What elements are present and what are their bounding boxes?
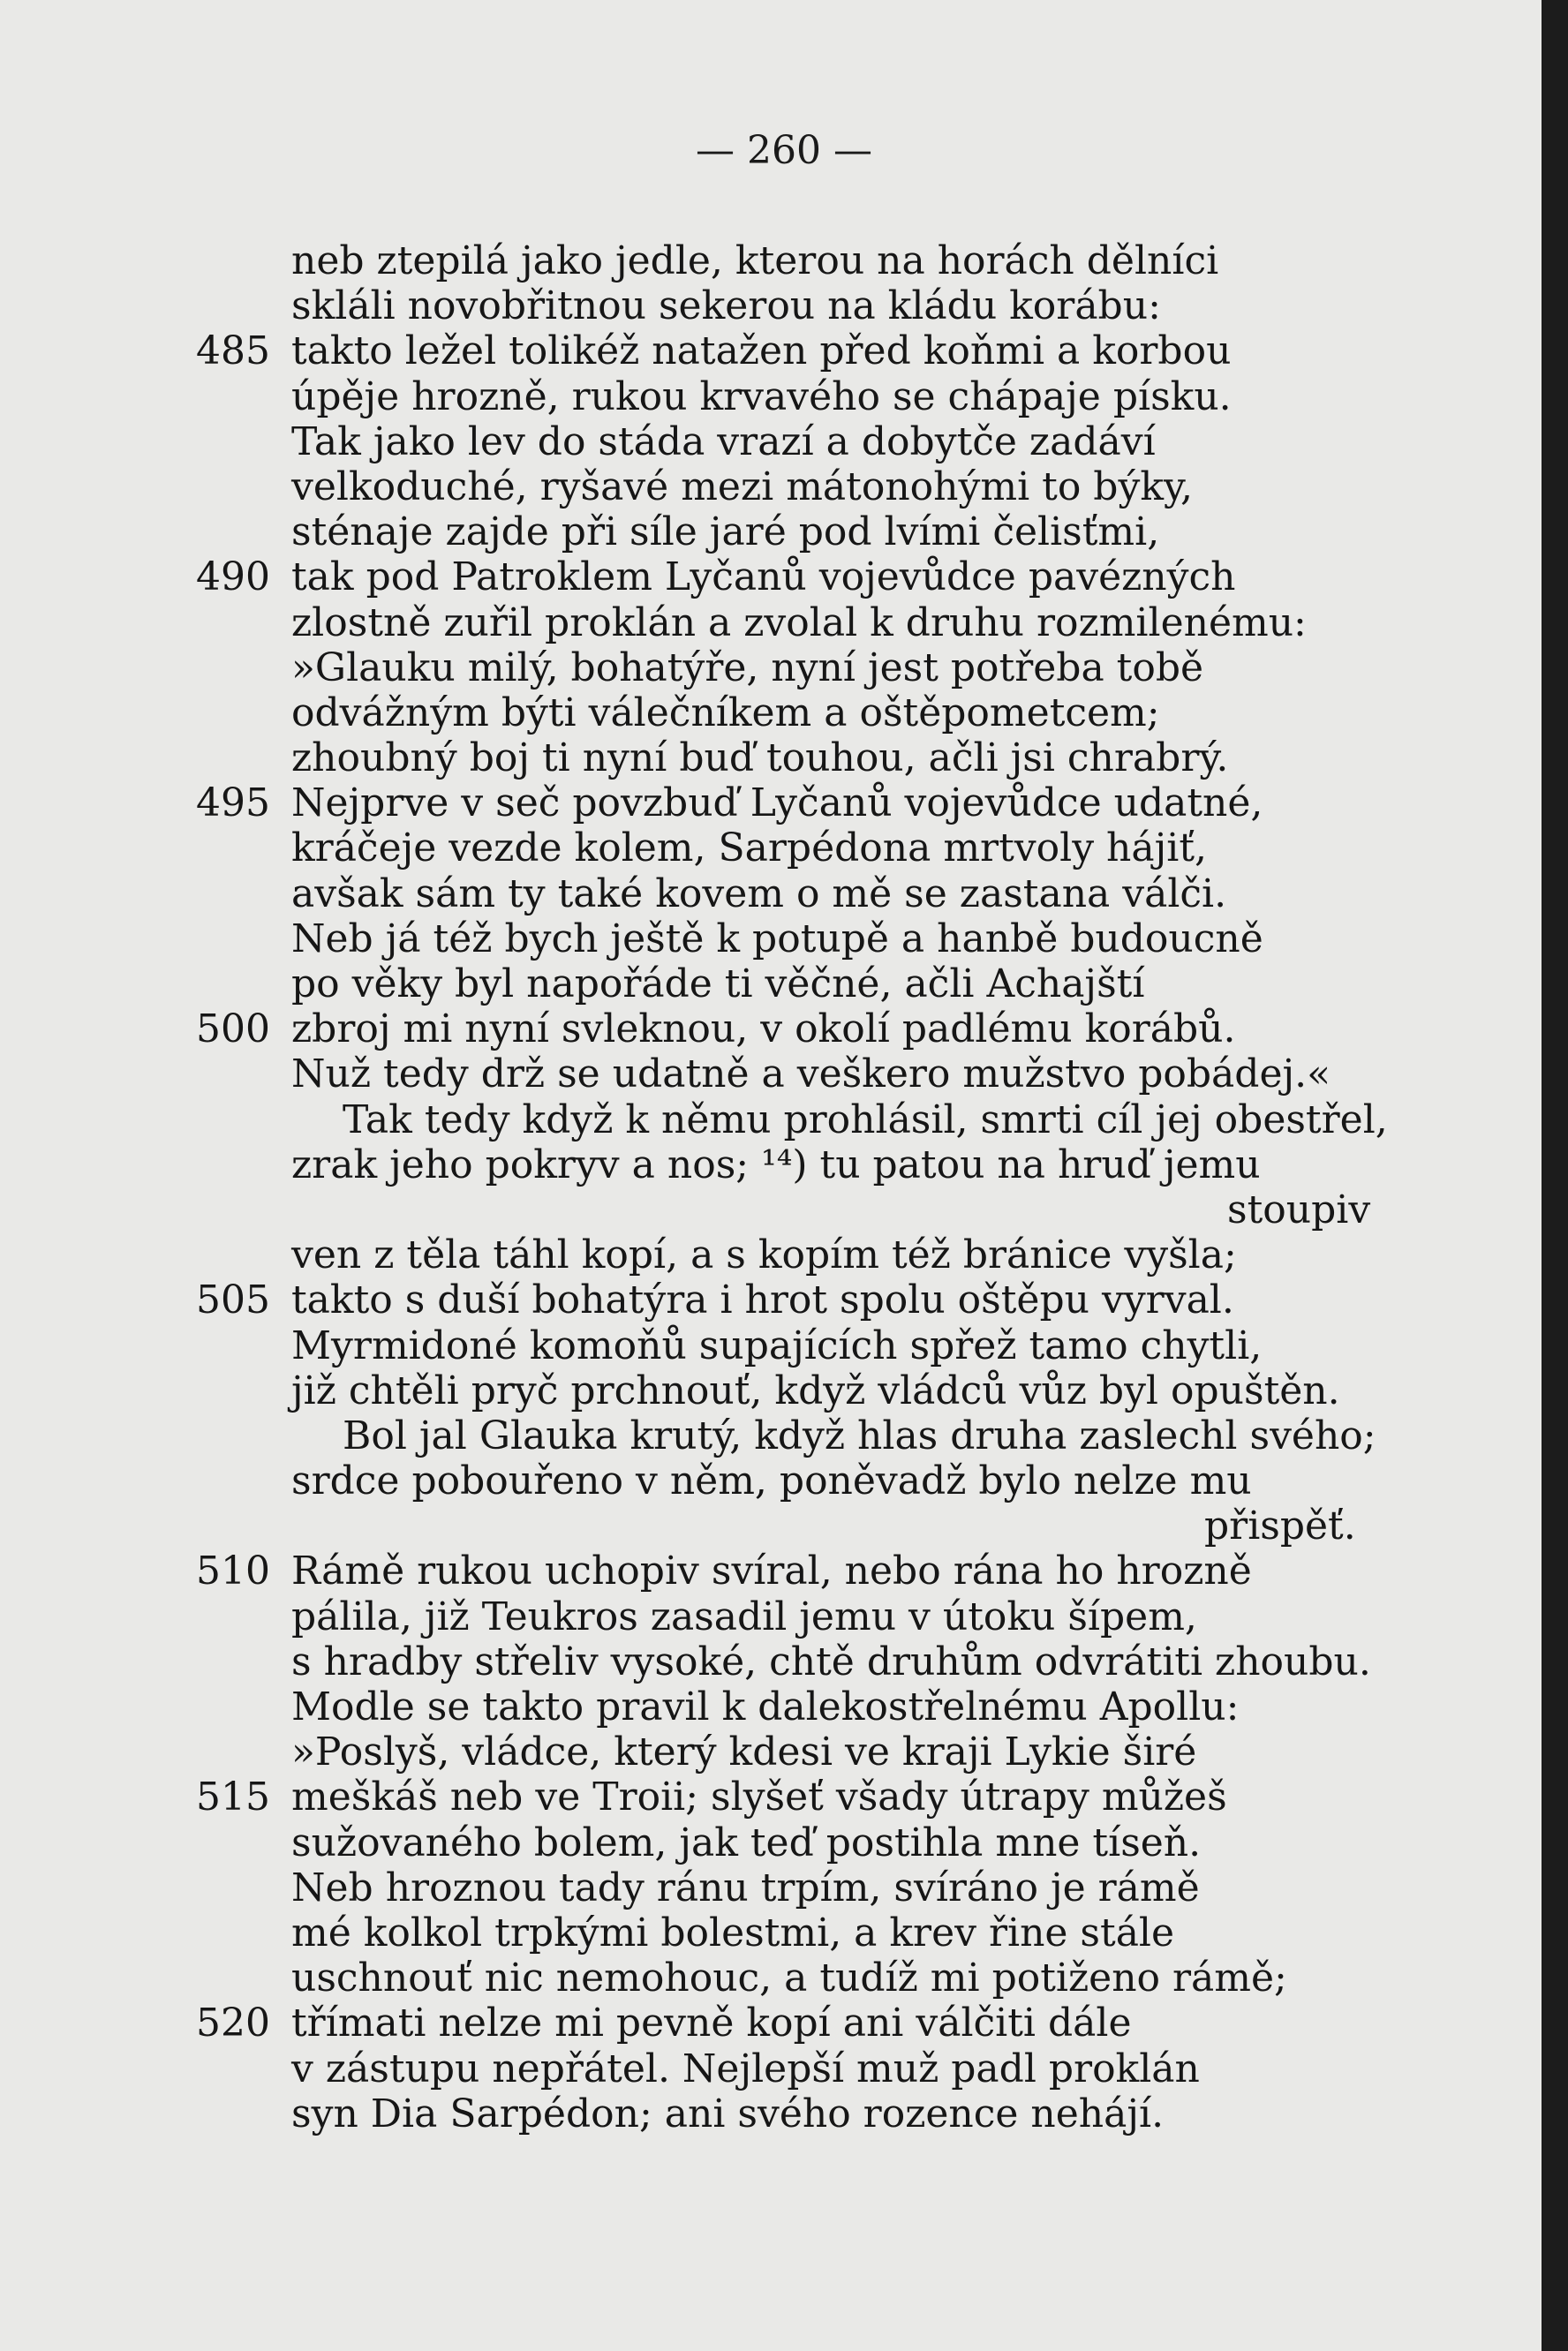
verse-line — [0, 464, 1568, 509]
verse-text: zhoubný boj ti nyní buď touhou, ačli jsi chrabrý. — [291, 735, 1229, 781]
verse-line — [0, 600, 1568, 645]
verse-line — [0, 1775, 1568, 1820]
verse-text: meškáš neb ve Troii; slyšeť všady útrapy můžeš — [291, 1775, 1227, 1820]
verse-text: v zástupu nepřátel. Nejlepší muž padl proklán — [291, 2046, 1200, 2091]
verse-text: sužovaného bolem, jak teď postihla mne tíseň. — [291, 1820, 1202, 1865]
line-number: 485 — [196, 328, 270, 374]
verse-text: Neb hroznou tady ránu trpím, svíráno je rámě — [291, 1865, 1200, 1910]
verse-text: Rámě rukou uchopiv svíral, nebo rána ho hrozně — [291, 1548, 1252, 1594]
verse-text: Tak jako lev do stáda vrazí a dobytče zadáví — [291, 418, 1156, 464]
verse-line — [0, 1639, 1568, 1684]
verse-line — [0, 1955, 1568, 2001]
verse-text: neb ztepilá jako jedle, kterou na horách dělníci — [291, 238, 1219, 283]
verse-text: odvážným býti válečníkem a oštěpometcem; — [291, 689, 1160, 735]
verse-text: sténaje zajde při síle jaré pod lvími čelisťmi, — [291, 509, 1160, 555]
verse-text: »Poslyš, vládce, který kdesi ve kraji Lykie širé — [291, 1729, 1197, 1775]
verse-line — [0, 916, 1568, 961]
verse-line — [0, 1232, 1568, 1277]
line-number: 490 — [196, 554, 270, 600]
line-number: 510 — [196, 1548, 270, 1594]
verse-line — [0, 1910, 1568, 1955]
verse-text: s hradby střeliv vysoké, chtě druhům odvrátiti zhoubu. — [291, 1639, 1371, 1684]
verse-line — [0, 1323, 1568, 1368]
verse-text: ven z těla táhl kopí, a s kopím též bránice vyšla; — [291, 1232, 1237, 1278]
verse-text: úpěje hrozně, rukou krvavého se chápaje písku. — [291, 373, 1232, 419]
verse-line — [0, 238, 1568, 283]
verse-line — [0, 283, 1568, 328]
verse-line — [0, 1865, 1568, 1910]
verse-text: zrak jeho pokryv a nos; ¹⁴) tu patou na hruď jemu — [291, 1142, 1261, 1187]
verse-line — [0, 1548, 1568, 1594]
page-number: — 260 — — [696, 128, 872, 173]
verse-line — [0, 1503, 1568, 1548]
verse-text: třímati nelze mi pevně kopí ani válčiti dále — [291, 2001, 1132, 2046]
verse-text: kráčeje vezde kolem, Sarpédona mrtvoly hájiť, — [291, 825, 1207, 871]
verse-text: syn Dia Sarpédon; ani svého rozence nehájí. — [291, 2091, 1165, 2136]
verse-line — [0, 328, 1568, 373]
verse-line — [0, 2091, 1568, 2136]
verse-text: avšak sám ty také kovem o mě se zastana válči. — [291, 870, 1227, 916]
verse-text: Tak tedy když k němu prohlásil, smrti cíl jej obestřel, — [343, 1096, 1388, 1142]
verse-block — [0, 238, 1568, 2136]
verse-text: takto s duší bohatýra i hrot spolu oštěpu vyrval. — [291, 1277, 1234, 1323]
verse-text: tak pod Patroklem Lyčanů vojevůdce pavézných — [291, 554, 1236, 600]
verse-line — [0, 1458, 1568, 1503]
verse-line — [0, 1006, 1568, 1051]
verse-line — [0, 735, 1568, 780]
verse-text: pálila, již Teukros zasadil jemu v útoku šípem, — [291, 1594, 1197, 1639]
verse-text: takto ležel tolikéž natažen před koňmi a korbou — [291, 328, 1232, 374]
verse-line — [0, 1413, 1568, 1458]
verse-line — [0, 2046, 1568, 2091]
verse-text: Modle se takto pravil k dalekostřelnému Apollu: — [291, 1684, 1240, 1729]
verse-text: srdce pobouřeno v něm, poněvadž bylo nelze mu — [291, 1458, 1252, 1504]
verse-line — [0, 1729, 1568, 1775]
verse-line — [0, 825, 1568, 870]
verse-text: skláli novobřitnou sekerou na kládu korábu: — [291, 283, 1161, 329]
verse-line — [0, 961, 1568, 1006]
verse-text: po věky byl napořáde ti věčné, ačli Achajští — [291, 961, 1145, 1006]
verse-line — [0, 780, 1568, 825]
verse-line — [0, 1684, 1568, 1729]
verse-line — [0, 509, 1568, 554]
line-number: 515 — [196, 1775, 270, 1820]
verse-text: »Glauku milý, bohatýře, nyní jest potřeba tobě — [291, 644, 1204, 690]
verse-text: velkoduché, ryšavé mezi mátonohými to býky, — [291, 463, 1193, 509]
verse-text: Bol jal Glauka krutý, když hlas druha zaslechl svého; — [343, 1413, 1376, 1458]
verse-line — [0, 1142, 1568, 1187]
line-number: 495 — [196, 780, 270, 826]
verse-line — [0, 2001, 1568, 2046]
verse-line — [0, 554, 1568, 599]
verse-text: mé kolkol trpkými bolestmi, a krev řine stále — [291, 1910, 1175, 1955]
verse-text: Nuž tedy drž se udatně a veškero mužstvo pobádej.« — [291, 1051, 1331, 1097]
verse-text: přispěť. — [1204, 1503, 1356, 1549]
verse-line — [0, 1594, 1568, 1639]
verse-text: již chtěli pryč prchnouť, když vládců vůz byl opuštěn. — [291, 1368, 1340, 1413]
line-number: 520 — [196, 2001, 270, 2046]
verse-text: Neb já též bych ještě k potupě a hanbě budoucně — [291, 916, 1263, 961]
verse-line — [0, 645, 1568, 690]
line-number: 505 — [196, 1277, 270, 1323]
verse-line — [0, 1820, 1568, 1865]
verse-text: zbroj mi nyní svleknou, v okolí padlému korábů. — [291, 1006, 1236, 1052]
line-number: 500 — [196, 1006, 270, 1052]
verse-line — [0, 419, 1568, 464]
verse-line — [0, 871, 1568, 916]
verse-text: zlostně zuřil proklán a zvolal k druhu rozmilenému: — [291, 599, 1307, 645]
verse-text: Nejprve v seč povzbuď Lyčanů vojevůdce udatné, — [291, 780, 1263, 826]
verse-line — [0, 1097, 1568, 1142]
verse-line — [0, 1187, 1568, 1232]
verse-line — [0, 1051, 1568, 1096]
verse-line — [0, 690, 1568, 735]
verse-line — [0, 1277, 1568, 1322]
verse-text: stoupiv — [1227, 1187, 1371, 1232]
verse-line — [0, 374, 1568, 419]
verse-text: Myrmidoné komoňů supajících spřež tamo chytli, — [291, 1322, 1263, 1368]
verse-line — [0, 1368, 1568, 1413]
verse-text: uschnouť nic nemohouc, a tudíž mi potiženo rámě; — [291, 1955, 1287, 2001]
